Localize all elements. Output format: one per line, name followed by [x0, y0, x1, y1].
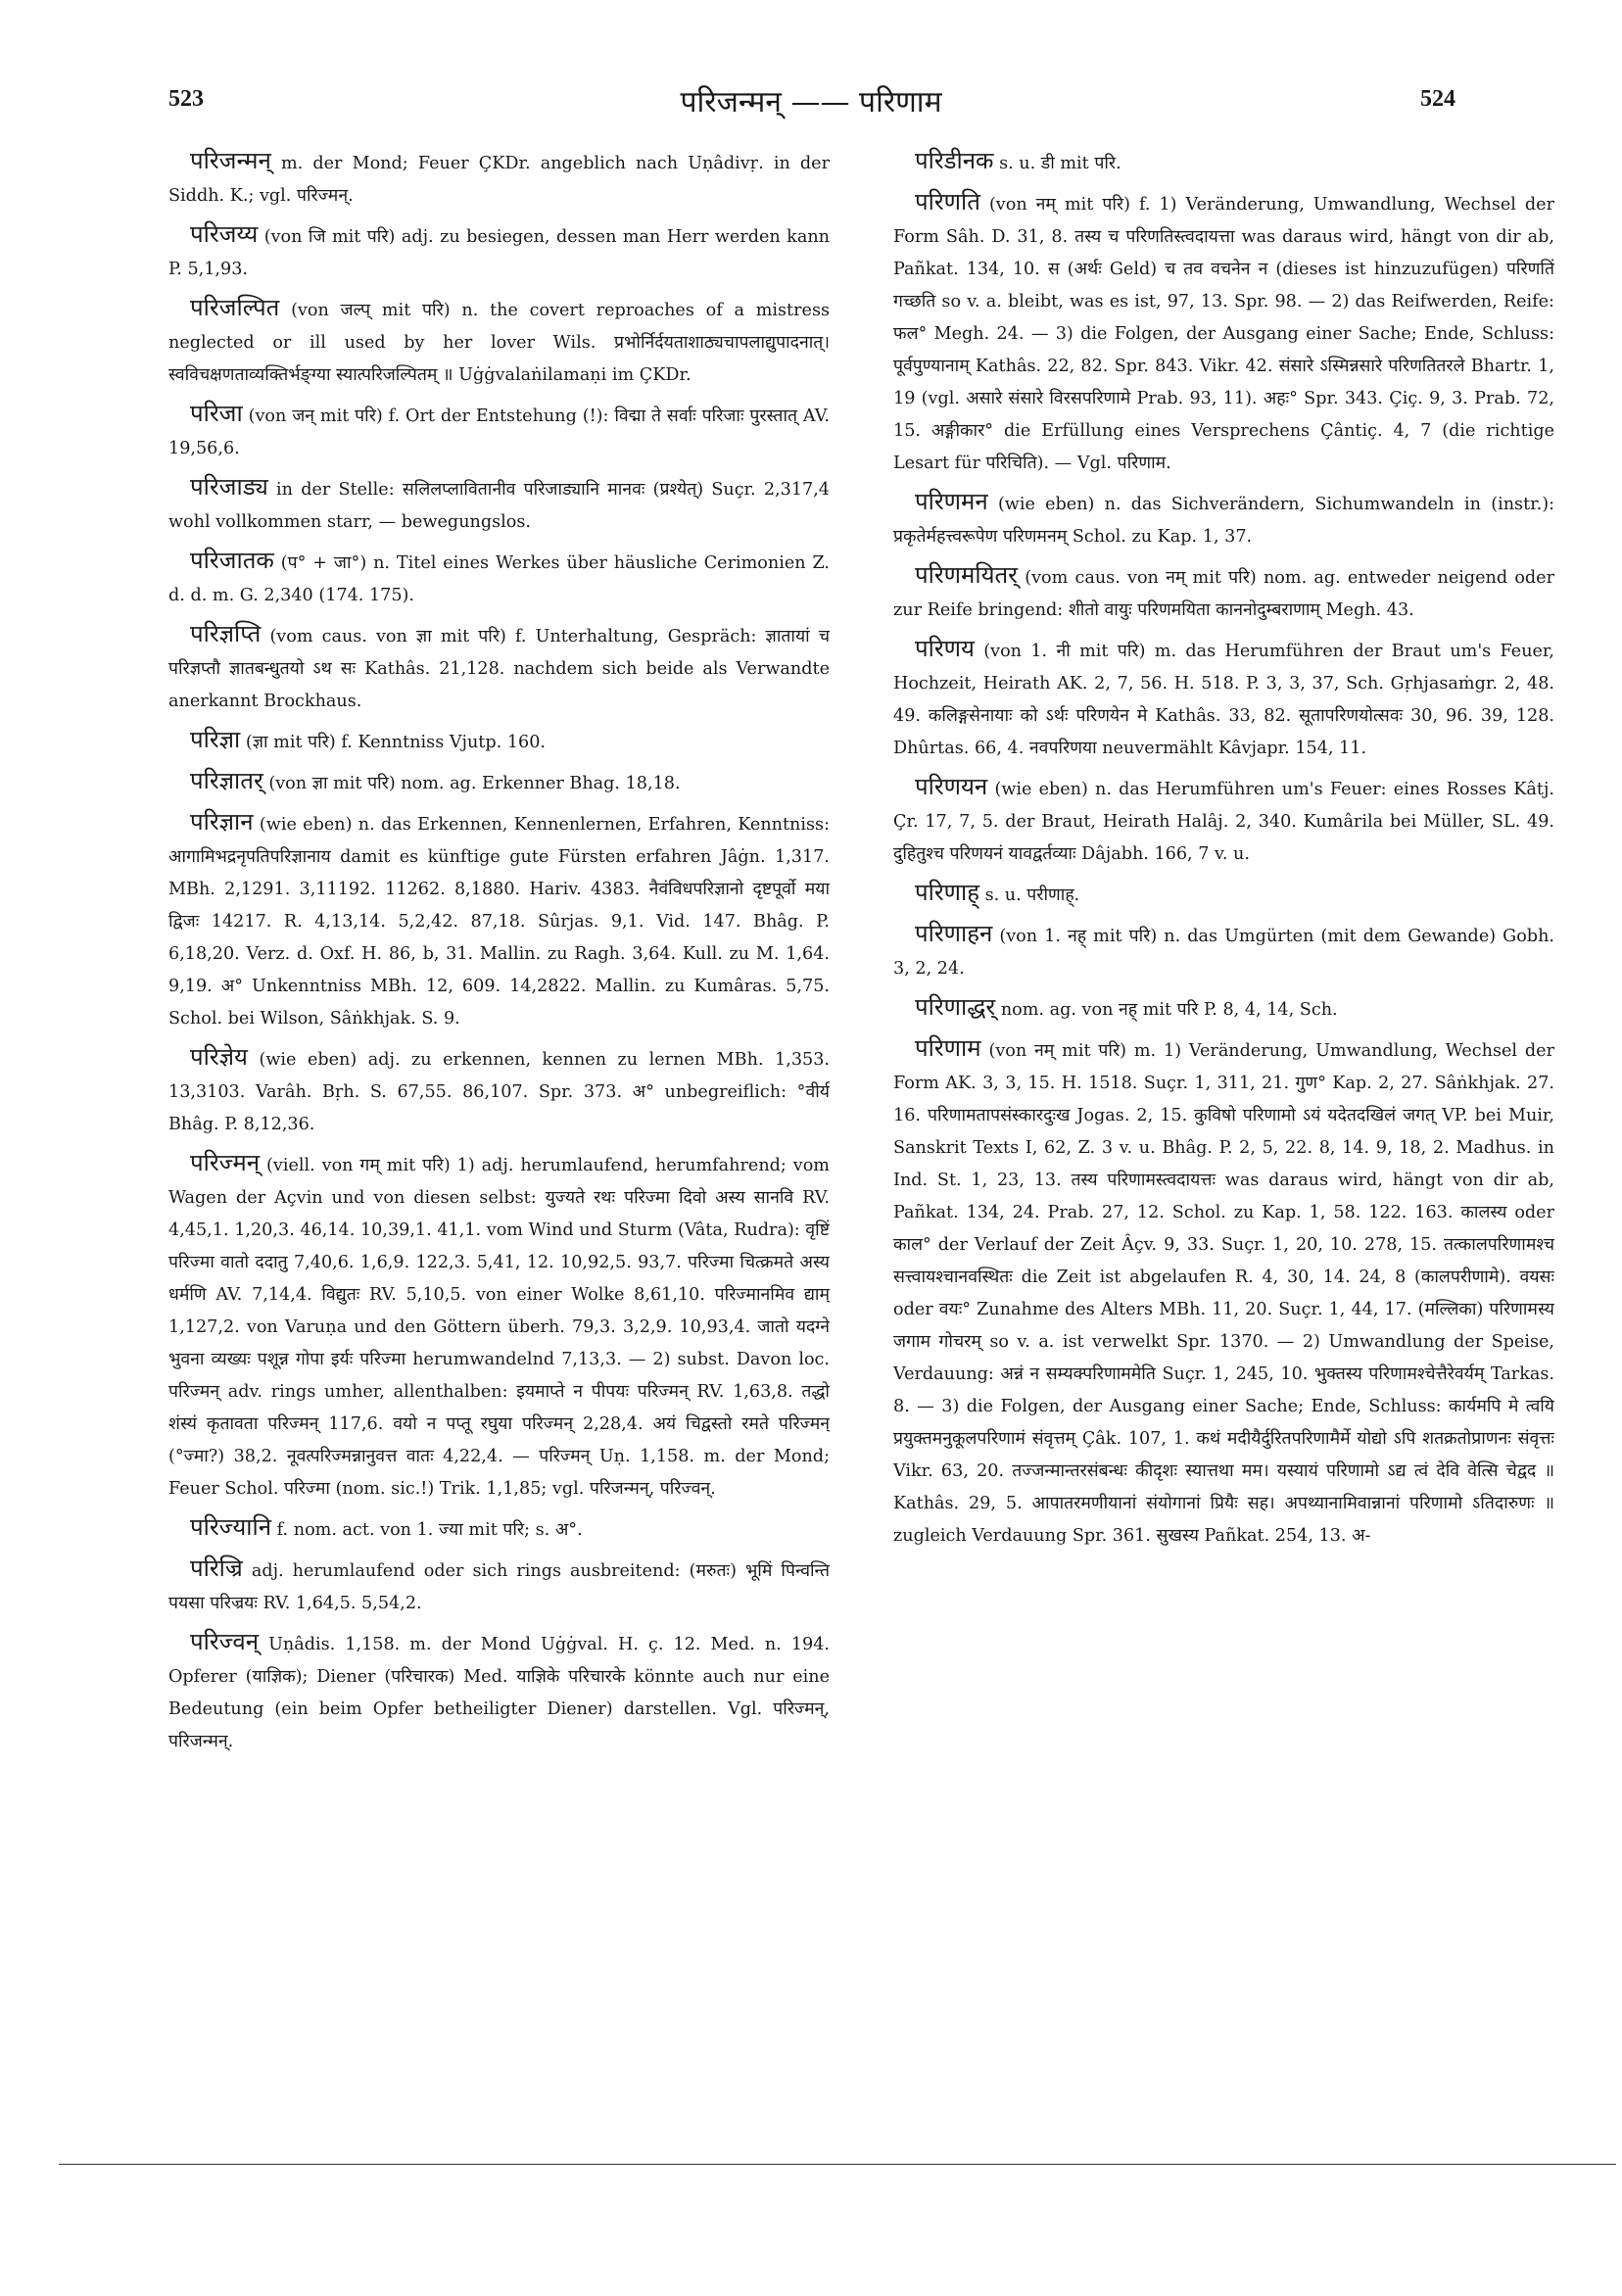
dictionary-entry	[893, 486, 1554, 553]
dictionary-entry	[168, 292, 830, 392]
entry-text: (von जल्प् mit परि) n. the covert reproaches of a mistress neglected or ill used by her lover Wils. प्रभोर्निर्दयताशाठ्यचापलाद्युपादनात्। स्वविचक्षणताव्यक्तिर्भङ्ग्या स्यात्परिजल्पितम् ॥ Uġġvalaṅilamaṇi im ÇKDr.	[168, 301, 830, 385]
entry-headword: परिजन्मन्	[190, 147, 271, 174]
entry-text: m. der Mond; Feuer ÇKDr. angeblich nach Uṇâdivṛ. in der Siddh. K.; vgl. परिज्मन्.	[168, 154, 830, 206]
dictionary-entry	[893, 1032, 1554, 1553]
page-header	[0, 86, 1622, 125]
entry-text: (von जि mit परि) adj. zu besiegen, dessen man Herr werden kann P. 5,1,93.	[168, 227, 830, 279]
dictionary-entry	[168, 806, 830, 1035]
page-number-right: 524	[1420, 86, 1455, 112]
dictionary-entry	[893, 771, 1554, 871]
entry-headword: परिज्ञान	[190, 808, 254, 836]
entry-headword: परिज्रि	[190, 1555, 243, 1582]
entry-text: (प° + जा°) n. Titel eines Werkes über häusliche Cerimonien Z. d. d. m. G. 2,340 (174. 175).	[168, 553, 830, 605]
entry-text: (wie eben) n. das Sichverändern, Sichumwandeln in (instr.): प्रकृतेर्महत्त्वरूपेण परिणमनम् Schol. zu Kap. 1, 37.	[893, 495, 1554, 547]
entry-text: (von नम् mit परि) m. 1) Veränderung, Umwandlung, Wechsel der Form AK. 3, 3, 15. H. 1518. Suçr. 1, 311, 21. गुण° Kap. 2, 27. Sâṅkhjak. 27. 16. परिणामतापसंस्कारदुःख Jogas. 2, 15. कुविषो परिणामो ऽयं यदेतदखिलं जगत् VP. bei Muir, Sanskrit Texts I, 62, Z. 3 v. u. Bhâg. P. 2, 5, 22. 8, 14. 9, 18, 2. Madhus. in Ind. St. 1, 23, 13. तस्य परिणामस्त्वदायत्तः was daraus wird, hängt von dir ab, Pañkat. 134, 24. Prab. 27, 12. Schol. zu Kap. 1, 58. 122. 163. कालस्य oder काल° der Verlauf der Zeit Âçv. 9, 33. Suçr. 1, 20, 10. 278, 15. तत्कालपरिणामश्च सत्त्वायश्चानवस्थितः die Zeit ist abgelaufen R. 4, 30, 14. 24, 8 (कालपरीणामे). वयसः oder वयः° Zunahme des Alters MBh. 11, 20. Suçr. 1, 44, 17. (मल्लिका) परिणामस्य जगाम गोचरम् so v. a. ist verwelkt Spr. 1370. — 2) Umwandlung der Speise, Verdauung: अन्नं न सम्यक्परिणाममेति Suçr. 1, 245, 10. भुक्तस्य परिणामश्चेत्तैरेवर्यम् Tarkas. 8. — 3) die Folgen, der Ausgang einer Sache; Ende, Schluss: कार्यमपि मे त्वयि प्रयुक्तमनुकूलपरिणामं संवृत्तम् Çâk. 107, 1. कथं मदीयैर्दुरितपरिणामैर्मे योद्यो ऽपि शतक्रतोप्राणनः संवृत्तः Vikr. 63, 20. तज्जन्मान्तरसंबन्धः कीदृशः स्यात्तथा मम। यस्यायं परिणामो ऽद्य त्वं देवि वेत्सि चेद्वद ॥ Kathâs. 29, 5. आपातरमणीयानां संयोगानां प्रियैः सह। अपथ्यानामिवान्नानां परिणामो ऽतिदारुणः ॥ zugleich Verdauung Spr. 361. सुखस्य Pañkat. 254, 13. अ-	[893, 1041, 1554, 1546]
dictionary-entry	[893, 877, 1554, 912]
entry-text: adj. herumlaufend oder sich rings ausbreitend: (मरुतः) भूमिं पिन्वन्ति पयसा परिज्रयः RV. 1,64,5. 5,54,2.	[168, 1561, 830, 1613]
entry-text: f. nom. act. von 1. ज्या mit परि; s. अ°.	[276, 1520, 583, 1540]
entry-headword: परिणति	[915, 188, 980, 215]
left-column	[168, 145, 830, 2026]
page-number-left: 523	[168, 86, 204, 112]
entry-headword: परिजल्पित	[190, 294, 280, 321]
entry-headword: परिणाह्	[915, 879, 979, 906]
entry-headword: परिजा	[190, 400, 243, 427]
entry-headword: परिज्ञप्ति	[190, 620, 262, 647]
entry-headword: परिणमन	[915, 488, 988, 515]
dictionary-entry	[168, 1553, 830, 1620]
dictionary-entry	[168, 398, 830, 465]
entry-text: (von नम् mit परि) f. 1) Veränderung, Umwandlung, Wechsel der Form Sâh. D. 31, 8. तस्य च परिणतिस्त्वदायत्ता was daraus wird, hängt von dir ab, Pañkat. 134, 10. स (अर्थः Geld) च तव वचनेन न (dieses ist hinzuzufügen) परिणतिं गच्छति so v. a. bleibt, was es ist, 97, 13. Spr. 98. — 2) das Reifwerden, Reife: फल° Megh. 24. — 3) die Folgen, der Ausgang einer Sache; Ende, Schluss: पूर्वपुण्यानाम् Kathâs. 22, 82. Spr. 843. Vikr. 42. संसारे ऽस्मिन्नसारे परिणतितरले Bhartr. 1, 19 (vgl. असारे संसारे विरसपरिणामे Prab. 93, 11). अहः° Spr. 343. Çiç. 9, 3. Prab. 72, 15. अङ्गीकार° die Erfüllung eines Versprechens Çântiç. 4, 7 (die richtige Lesart für परिचिति). — Vgl. परिणाम.	[893, 195, 1554, 473]
dictionary-entry	[168, 765, 830, 800]
entry-headword: परिज्ञेय	[190, 1043, 248, 1071]
running-title: परिजन्मन् —— परिणाम	[680, 85, 942, 120]
entry-text: (wie eben) n. das Erkennen, Kennenlernen, Erfahren, Kenntniss: आगामिभद्रनृपतिपरिज्ञानाय damit es künftige gute Fürsten erfahren Jâġn. 1,317. MBh. 2,1291. 3,11192. 11262. 8,1880. Hariv. 4383. नैवंविधपरिज्ञानो दृष्टपूर्वो मया द्विजः 14217. R. 4,13,14. 5,2,42. 87,18. Sûrjas. 9,1. Vid. 147. Bhâg. P. 6,18,20. Verz. d. Oxf. H. 86, b, 31. Mallin. zu Ragh. 3,64. Kull. zu M. 1,64. 9,19. अ° Unkenntniss MBh. 12, 609. 14,2822. Mallin. zu Kumâras. 5,75. Schol. bei Wilson, Sâṅkhjak. S. 9.	[168, 815, 830, 1028]
dictionary-entry	[168, 618, 830, 718]
dictionary-entry	[168, 545, 830, 612]
entry-headword: परिणय	[915, 635, 975, 662]
entry-text: nom. ag. von नह् mit परि P. 8, 4, 14, Sch.	[1000, 1000, 1338, 1020]
entry-text: s. u. डी mit परि.	[999, 154, 1121, 173]
entry-text: s. u. परीणाह्.	[984, 885, 1080, 905]
entry-headword: परिडीनक	[915, 147, 994, 174]
entry-text: in der Stelle: सलिलप्लावितानीव परिजाड्यानि मानवः (प्रश्येत्) Suçr. 2,317,4 wohl vollkommen starr, — bewegungslos.	[168, 480, 830, 532]
dictionary-entry	[168, 1511, 830, 1547]
dictionary-entry	[893, 559, 1554, 627]
entry-text: (wie eben) n. das Herumführen um's Feuer: eines Rosses Kâtj. Çr. 17, 7, 5. der Braut, Heirath Halâj. 2, 340. Kumârila bei Müller, SL. 49. दुहितुश्च परिणयनं यावद्वर्तव्याः Dâjabh. 166, 7 v. u.	[893, 780, 1554, 864]
entry-text: (von 1. नी mit परि) m. das Herumführen der Braut um's Feuer, Hochzeit, Heirath AK. 2, 7, 56. H. 518. P. 3, 3, 37, Sch. Gṛhjasaṁgr. 2, 48. 49. कलिङ्गसेनायाः को ऽर्थः परिणयेन मे Kathâs. 33, 82. सूतापरिणयोत्सवः 30, 96. 39, 128. Dhûrtas. 66, 4. नवपरिणया neuvermählt Kâvjapr. 154, 11.	[893, 642, 1554, 758]
dictionary-entry	[168, 1626, 830, 1758]
entry-headword: परिजातक	[190, 547, 274, 574]
entry-text: Uṇâdis. 1,158. m. der Mond Uġġval. H. ç. 12. Med. n. 194. Opferer (याज्ञिक); Diener (परिचारक) Med. याज्ञिके परिचारके könnte auch nur eine Bedeutung (ein beim Opfer betheiligter Diener) darstellen. Vgl. परिज्मन्, परिजन्मन्.	[168, 1635, 830, 1751]
dictionary-entry	[168, 724, 830, 759]
entry-headword: परिणाम	[915, 1034, 981, 1062]
entry-headword: परिज्ञातर्	[190, 767, 263, 794]
entry-headword: परिज्ञा	[190, 726, 241, 753]
entry-text: (vom caus. von नम् mit परि) nom. ag. entweder neigend oder zur Reife bringend: शीतो वायुः परिणमयिता काननोदुम्बराणाम् Megh. 43.	[893, 568, 1554, 620]
entry-text: (vom caus. von ज्ञा mit परि) f. Unterhaltung, Gespräch: ज्ञातायां च परिज्ञप्तौ ज्ञातबन्धुतयो ऽथ सः Kathâs. 21,128. nachdem sich beide als Verwandte anerkannt Brockhaus.	[168, 627, 830, 711]
dictionary-entry	[168, 1041, 830, 1141]
dictionary-entry	[168, 1147, 830, 1506]
entry-text: (ज्ञा mit परि) f. Kenntniss Vjutp. 160.	[245, 733, 547, 752]
dictionary-entry	[893, 186, 1554, 480]
dictionary-entry	[168, 145, 830, 213]
entry-headword: परिज्वन्	[190, 1628, 260, 1655]
entry-headword: परिणाद्धर्	[915, 993, 996, 1021]
entry-text: (von ज्ञा mit परि) nom. ag. Erkenner Bhag. 18,18.	[268, 774, 681, 793]
entry-headword: परिजय्य	[190, 220, 259, 248]
entry-text: (von 1. नह् mit परि) n. das Umgürten (mit dem Gewande) Gobh. 3, 2, 24.	[893, 927, 1554, 979]
entry-headword: परिणयन	[915, 773, 988, 800]
entry-text: (viell. von गम् mit परि) 1) adj. herumlaufend, herumfahrend; vom Wagen der Açvin und von diesen selbst: युज्यते रथः परिज्मा दिवो अस्य सानवि RV. 4,45,1. 1,20,3. 46,14. 10,39,1. 41,1. vom Wind und Sturm (Vâta, Rudra): वृष्टिं परिज्मा वातो ददातु 7,40,6. 1,6,9. 122,3. 5,41, 12. 10,92,5. 93,7. परिज्मा चित्क्रमते अस्य धर्मणि AV. 7,14,4. विद्युतः RV. 5,10,5. von einer Wolke 8,61,10. परिज्मानमिव द्याम् 1,127,2. von Varuṇa und den Göttern überh. 79,3. 3,2,9. 10,93,4. जातो यदग्ने भुवना व्यख्यः पशून्न गोपा इर्यः परिज्मा herumwandelnd 7,13,3. — 2) subst. Davon loc. परिज्मन् adv. rings umher, allenthalben: इयमाप्ते न पीपयः परिज्मन् RV. 1,63,8. तद्धो शंस्यं कृतावता परिज्मन् 117,6. वयो न पप्तू रघुया परिज्मन् 2,28,4. अयं चिद्वस्तो रमते परिज्मन् (°ज्मा?) 38,2. नूवत्परिज्मन्नानुवत्त वातः 4,22,4. — परिज्मन् Uṇ. 1,158. m. der Mond; Feuer Schol. परिज्मा (nom. sic.!) Trik. 1,1,85; vgl. परिजन्मन्, परिज्वन्.	[168, 1156, 830, 1499]
dictionary-entry	[893, 145, 1554, 180]
entry-text: (von जन् mit परि) f. Ort der Entstehung (!): विद्मा ते सर्वाः परिजाः पुरस्तात् AV. 19,56,6.	[168, 407, 830, 458]
entry-text: (wie eben) adj. zu erkennen, kennen zu lernen MBh. 1,353. 13,3103. Varâh. Bṛh. S. 67,55. 86,107. Spr. 373. अ° unbegreiflich: °वीर्य Bhâg. P. 8,12,36.	[168, 1050, 830, 1134]
entry-headword: परिज्मन्	[190, 1149, 261, 1176]
entry-headword: परिजाड्य	[190, 473, 268, 501]
entry-headword: परिज्यानि	[190, 1513, 272, 1541]
dictionary-entry	[168, 218, 830, 286]
right-column	[893, 145, 1554, 2026]
entry-headword: परिणमयितर्	[915, 561, 1018, 589]
dictionary-entry	[168, 471, 830, 539]
bottom-rule	[59, 2164, 1616, 2165]
dictionary-entry	[893, 918, 1554, 985]
dictionary-entry	[893, 633, 1554, 765]
dictionary-entry	[893, 991, 1554, 1027]
entry-headword: परिणाहन	[915, 920, 993, 947]
